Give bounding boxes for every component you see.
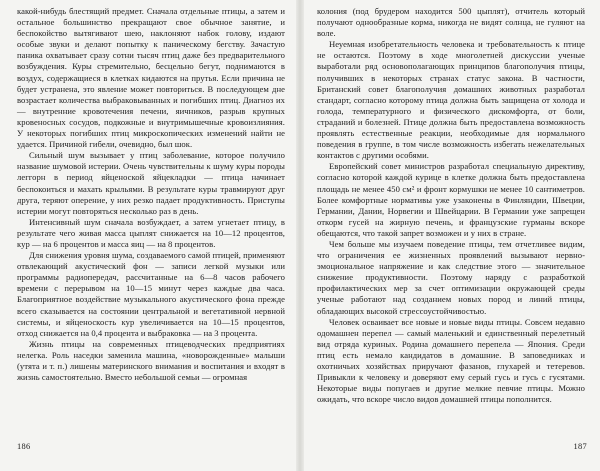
right-page-text [317, 6, 585, 405]
paragraph: колония (под брудером находится 500 цыплят), отчитель который получают однообразные корма, никогда не видят солнца, не гуляют на воле. [317, 6, 585, 39]
paragraph: какой-нибудь блестящий предмет. Сначала отдельные птицы, а затем и остальное большинство прекращают свое обычное занятие, и беспокойство вытягивают шею, наклоняют набок голову, издают особые звуки и делают попытку к паническому бегству. Зачастую паника охватывает сразу сотни тысяч птиц даже без предварительного возбуждения. Куры стремительно, бесцельно бегут, поднимаются в воздух, содержащиеся в клетках кидаются на прутья. Если причина не будет устранена, это явление может повториться. В последующем дне возрастает количества выбраковыванных и погибших птиц. Диагноз их — внутренние кровотечения печени, яичников, разрыв крупных кровеносных сосудов, подкожные и внутримышечные кровоизлияния. У некоторых погибших птиц микроскопических изменений найти не удается. Причиной гибели, очевидно, был шок. [17, 6, 285, 150]
paragraph: Чем больше мы изучаем поведение птицы, тем отчетливее видим, что ограничения ее жизненных проявлений вызывают нервно-эмоциональное напряжение и как следствие этого — значительное снижение продуктивности. Поэтому наряду с разработкой профилактических мер за счет оптимизации окружающей среды ученые работают над созданием новых пород и линий птицы, обладающих высокой стрессоустойчивостью. [317, 238, 585, 316]
paragraph: Сильный шум вызывает у птиц заболевание, которое получило название шумовой истерии. Очень чувствительны к шуму куры породы леггорн в период яйценоской яйцекладки — птица начинает беспокоиться и махать крыльями. В результате куры травмируют друг друга, теряют оперение, у них резко падает продуктивность. Приступы истерии могут повторяться несколько раз в день. [17, 150, 285, 216]
page-number: 187 [573, 442, 587, 451]
paragraph: Интенсивный шум сначала возбуждает, а затем угнетает птицу, в результате чего живая масса цыплят снижается на 10—12 процентов, кур — на 6 процентов и масса яиц — на 8 процентов. [17, 216, 285, 249]
paragraph: Неуемная изобретательность человека и требовательность к птице не остаются. Поэтому в ходе многолетней дискуссии ученые выработали ряд основополагающих принципов благополучия птицы, получивших в некоторых странах статус закона. В частности, Британский совет благополучия домашних животных разработал стандарт, согласно которому птица должна быть защищена от холода и голода, температурного и физического дискомфорта, от боли, страданий и болезней. Птице должна быть предоставлена возможность проявлять естественные реакции, необходимые для нормального поведения в группе, в том числе возможность избегать нежелательных контактов с другими особями. [317, 39, 585, 161]
paragraph: Для снижения уровня шума, создаваемого самой птицей, применяют отвлекающий акустический фон — записи легкой музыки или программы радиопередач, рассчитанные на 6—8 часов рабочего времени с перерывом на 10—15 минут через каждые два часа. Благоприятное воздействие музыкального акустического фона прежде всего сказывается на состоянии центральной и вегетативной нервной системы, и яйценоскость кур увеличивается на 10—15 процентов, отход снижается на 0,4 процента и выбраковка — на 3 процента. [17, 250, 285, 338]
left-page-text [17, 6, 285, 383]
paragraph: Европейский совет министров разработал специальную директиву, согласно которой каждой курице в клетке должна быть предоставлена площадь не менее 450 см² и фронт кормушки не менее 10 сантиметров. Более комфортные нормативы уже узаконены в Финляндии, Швеции, Германии, Дании, Норвегии и Швейцарии. В Германии уже запрещен откорм гусей на жирную печень, и французские гурманы вскоре обещаются, что такой запрет возможен и у них в стране. [317, 161, 585, 238]
left-page [0, 0, 296, 471]
book-gutter [296, 0, 304, 471]
right-page [304, 0, 600, 471]
paragraph: Жизнь птицы на современных птицеводческих предприятиях нелегка. Роль наседки заменила машина, «новорожденные» малыши (утята и т. п.) лишены материнского внимания и воспитания и входят в жизнь самостоятельно. Вместо небольшой семьи — огромная [17, 338, 285, 383]
page-number: 186 [17, 442, 31, 451]
paragraph: Человек осваивает все новые и новые виды птицы. Совсем недавно одомашнен перепел — самый маленький и единственный перелетный вид отряда куриных. Родина домашнего перепела — Япония. Среди птиц есть немало кандидатов в домашние. В заповедниках и охотничьих хозяйствах приручают фазанов, глухарей и тетеревов. Привыкли к человеку и доверяют ему серый гусь и гусь с гусятами. Некоторые виды попугаев и другие мелкие певчие птицы. Можно ожидать, что вскоре число видов домашней птицы пополнится. [317, 316, 585, 405]
